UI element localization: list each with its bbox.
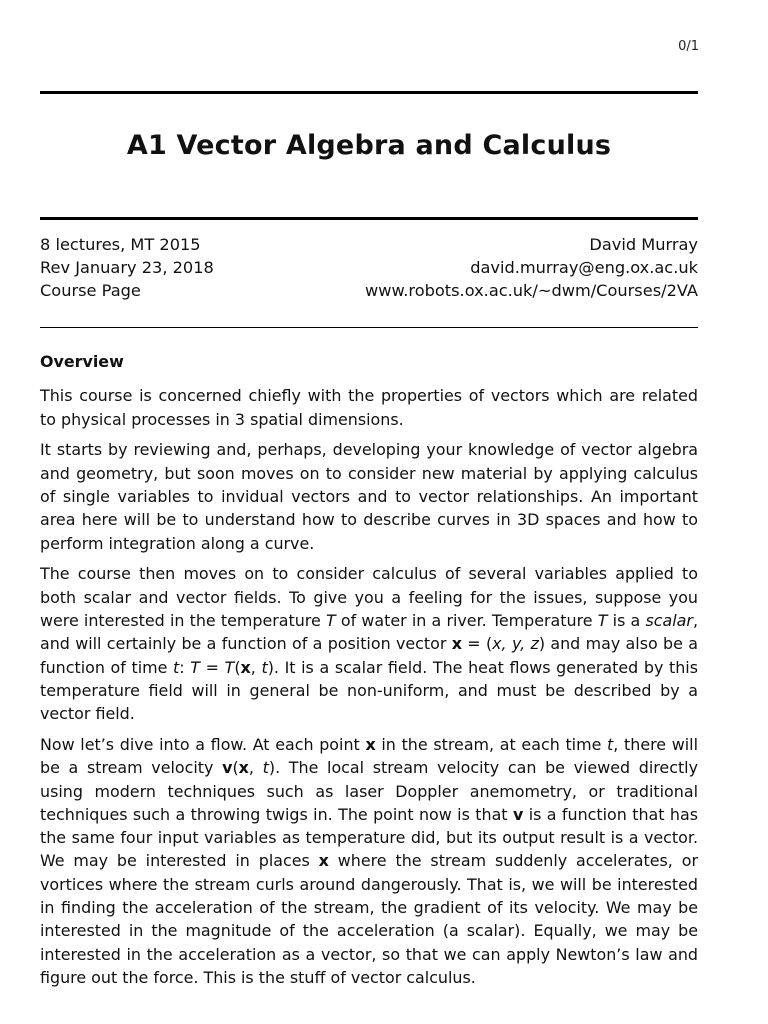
text-run: :	[179, 657, 191, 677]
course-page-label: Course Page	[40, 281, 141, 300]
lectures-info: 8 lectures, MT 2015	[40, 235, 201, 254]
meta-bottom-rule	[40, 327, 698, 328]
meta-row-course-page	[40, 279, 698, 302]
vector-symbol: x	[238, 758, 249, 778]
math-symbol: t	[173, 657, 180, 677]
math-symbol: t	[607, 734, 614, 754]
author-name: David Murray	[589, 235, 698, 254]
text-run: , and will certainly be a function of a position vector	[40, 610, 698, 654]
text-run: ). It is a scalar field. The heat flows generated by this temperature field will in general be non-uniform, and must be described by a vector field.	[40, 657, 698, 724]
text-run: is a function that has the same four input variables as temperature did, but its output result is a vector. We may be interested in places	[40, 804, 698, 871]
overview-paragraph-3	[40, 562, 698, 725]
vector-symbol: x	[318, 851, 329, 871]
text-run: ,	[248, 758, 263, 778]
math-symbol: T	[190, 657, 200, 677]
text-run: ). The local stream velocity can be viewed directly using modern techniques such as laser Doppler anemometry, or traditional techniques such a throwing twigs in. The point now is that	[40, 758, 698, 824]
meta-row-revision	[40, 256, 698, 279]
math-symbol: x, y, z	[492, 634, 539, 654]
math-symbol: T	[325, 610, 336, 630]
text-run: Now let’s dive into a flow. At each point	[40, 734, 366, 754]
revision-date: Rev January 23, 2018	[40, 258, 214, 277]
text-run: of water in a river. Temperature	[335, 610, 598, 630]
vector-symbol: x	[365, 734, 376, 754]
text-run: , there will be a stream velocity	[40, 734, 698, 778]
author-email[interactable]: david.murray@eng.ox.ac.uk	[470, 258, 698, 277]
text-run: =	[200, 657, 225, 677]
math-symbol: T	[597, 610, 608, 630]
text-run: ) and may also be a function of time	[40, 634, 698, 677]
overview-paragraph-2: It starts by reviewing and, perhaps, developing your knowledge of vector algebra and geometry, but soon moves on to consider new material by applying calculus of single variables to invidual vectors and to vector relationships. An important area here will be to understand how to describe curves in 3D spaces and how to perform integration along a curve.	[40, 440, 698, 553]
math-symbol: T	[224, 657, 235, 677]
document-title: A1 Vector Algebra and Calculus	[126, 130, 612, 161]
overview-section	[40, 350, 698, 997]
course-meta	[40, 233, 698, 302]
top-rule	[40, 91, 698, 94]
text-run: = (	[461, 634, 493, 654]
text-run: is a	[607, 610, 646, 630]
overview-heading: Overview	[40, 352, 124, 371]
text-run: (	[232, 758, 239, 778]
vector-symbol: v	[222, 758, 233, 778]
text-run: The course then moves on to consider calculus of several variables applied to both scalar and vector fields. To give you a feeling for the issues, suppose you were interested in the temperature	[40, 564, 698, 630]
text-run: in the stream, at each time	[375, 734, 608, 754]
page-number: 0/1	[678, 39, 699, 54]
math-symbol: t	[262, 758, 269, 778]
emphasis-text: scalar	[645, 610, 693, 630]
math-symbol: t	[261, 657, 268, 677]
vector-symbol: x	[451, 634, 462, 654]
vector-symbol: x	[240, 657, 251, 677]
text-run: where the stream suddenly accelerates, or vortices where the stream curls around dangerously. That is, we will be interested in finding the acceleration of the stream, the gradient of its velocity. We may be interested in the magnitude of the acceleration (a scalar). Equally, we may be interested in the acceleration as a vector, so that we can apply Newton’s law and figure out the force. This is the stuff of vector calculus.	[40, 851, 698, 987]
text-run: ,	[250, 657, 262, 677]
overview-paragraph-1: This course is concerned chiefly with the properties of vectors which are related to physical processes in 3 spatial dimensions.	[40, 386, 698, 429]
course-page-link[interactable]: www.robots.ox.ac.uk/~dwm/Courses/2VA	[365, 281, 698, 300]
title-bottom-rule	[40, 217, 698, 220]
text-run: (	[234, 657, 241, 677]
vector-symbol: v	[512, 804, 524, 824]
overview-paragraph-4	[40, 733, 698, 989]
meta-row-lectures	[40, 233, 698, 256]
